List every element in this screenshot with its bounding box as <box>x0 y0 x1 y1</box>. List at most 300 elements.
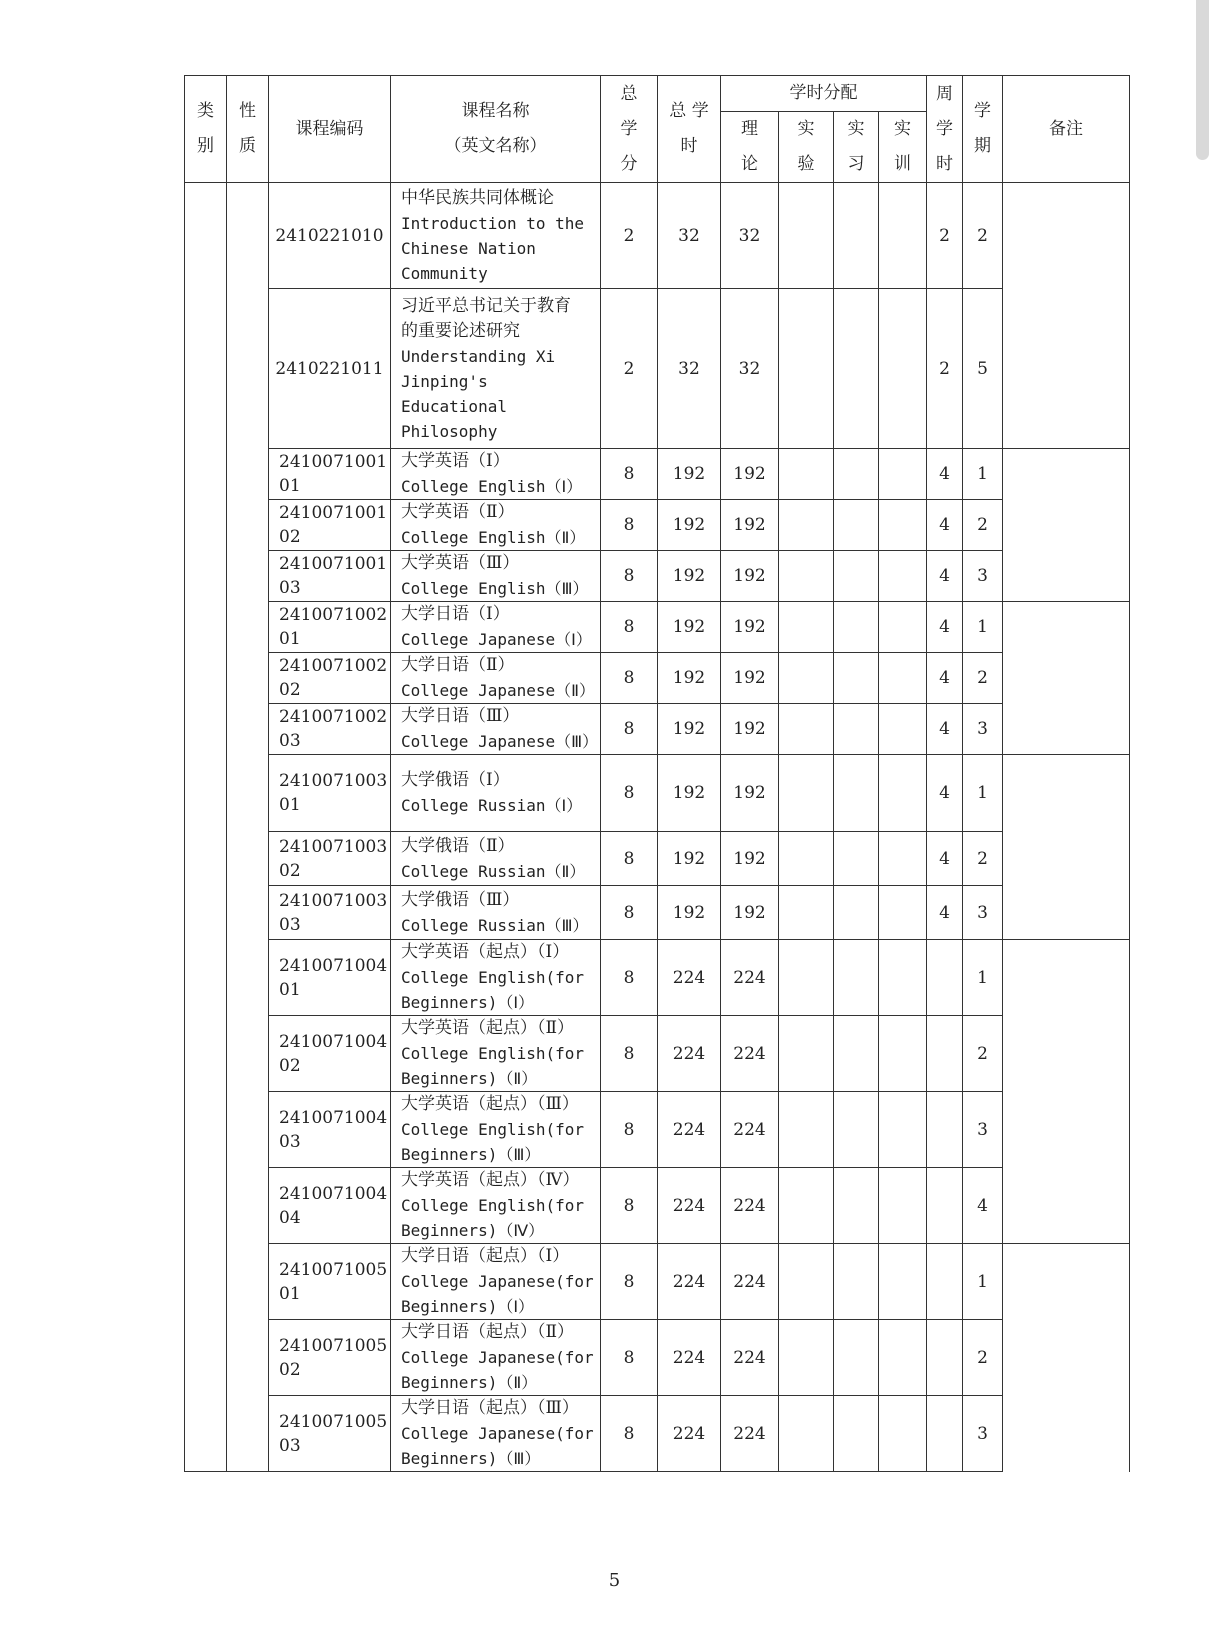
experiment-hours-cell <box>779 500 834 551</box>
course-table <box>184 75 1130 1472</box>
cell-line: 02 <box>279 860 301 881</box>
cell-line: College Japanese(for <box>401 1424 594 1443</box>
experiment-hours-cell <box>779 886 834 940</box>
cell-line: College Japanese（Ⅰ） <box>401 630 592 649</box>
cell-line: 2410071001 <box>279 452 388 472</box>
cell-line: Educational <box>401 396 507 416</box>
training-hours-cell <box>879 602 927 653</box>
course-name-cell <box>391 940 601 1016</box>
theory-hours-cell: 192 <box>721 602 779 653</box>
cell-line: 02 <box>279 680 301 700</box>
credits-cell: 8 <box>601 886 658 940</box>
course-code-cell <box>269 1396 391 1472</box>
course-name-cell <box>391 289 601 449</box>
course-code-cell <box>269 1244 391 1320</box>
experiment-hours-cell <box>779 602 834 653</box>
cell-line: Philosophy <box>401 421 498 441</box>
cell-line: 02 <box>279 527 301 547</box>
internship-hours-cell <box>834 886 879 940</box>
cell-line: 大学俄语（Ⅲ） <box>401 889 520 910</box>
table-row <box>185 755 1130 832</box>
table-header <box>185 76 1130 183</box>
internship-hours-cell <box>834 755 879 832</box>
table-row <box>185 551 1130 602</box>
training-hours-cell <box>879 1244 927 1320</box>
table-row <box>185 886 1130 940</box>
cell-line: 01 <box>279 979 301 1000</box>
credits-cell: 8 <box>601 551 658 602</box>
weekly-hours-cell <box>927 1016 963 1092</box>
cell-line: 大学英语（起点）（Ⅱ） <box>401 1018 575 1038</box>
theory-hours-cell: 192 <box>721 551 779 602</box>
table-row <box>185 704 1130 755</box>
training-hours-cell <box>879 183 927 289</box>
cell-line: College English（Ⅲ） <box>401 579 589 598</box>
training-hours-cell <box>879 755 927 832</box>
theory-hours-cell: 224 <box>721 1092 779 1168</box>
header-hours: 总 学 时 <box>658 76 721 183</box>
term-cell: 2 <box>963 1016 1003 1092</box>
page-number: 5 <box>608 1570 621 1591</box>
cell-line: 03 <box>279 914 301 935</box>
cell-line: 03 <box>279 731 301 751</box>
course-code-cell <box>269 832 391 886</box>
training-hours-cell <box>879 653 927 704</box>
hours-cell: 224 <box>658 1168 721 1244</box>
training-hours-cell <box>879 1016 927 1092</box>
internship-hours-cell <box>834 500 879 551</box>
cell-line: Introduction to the <box>401 213 585 233</box>
header-category: 类 别 <box>185 76 227 183</box>
course-code-cell <box>269 183 391 289</box>
hours-cell: 224 <box>658 1092 721 1168</box>
weekly-hours-cell: 2 <box>927 183 963 289</box>
term-cell: 2 <box>963 183 1003 289</box>
experiment-hours-cell <box>779 1016 834 1092</box>
cell-line: 大学俄语（Ⅰ） <box>401 770 510 790</box>
course-code-cell <box>269 289 391 449</box>
credits-cell: 8 <box>601 449 658 500</box>
internship-hours-cell <box>834 832 879 886</box>
remark-cell <box>1003 940 1130 1244</box>
cell-line: Chinese Nation <box>401 238 536 258</box>
header-weekly: 周 学 时 <box>927 76 963 183</box>
cell-line: Beginners)（Ⅲ） <box>401 1449 541 1468</box>
weekly-hours-cell: 4 <box>927 653 963 704</box>
cell-line: 大学日语（Ⅰ） <box>401 604 510 624</box>
hours-cell: 224 <box>658 940 721 1016</box>
cell-line: Beginners)（Ⅲ） <box>401 1145 541 1164</box>
weekly-hours-cell: 4 <box>927 449 963 500</box>
course-name-cell <box>391 183 601 289</box>
course-name-cell <box>391 449 601 500</box>
course-code-cell <box>269 1320 391 1396</box>
cell-line: 大学日语（Ⅲ） <box>401 706 520 726</box>
hours-cell: 224 <box>658 1320 721 1396</box>
cell-line: Beginners)（Ⅳ） <box>401 1221 545 1240</box>
experiment-hours-cell <box>779 1396 834 1472</box>
course-code-cell <box>269 1092 391 1168</box>
category-cell <box>185 183 227 1472</box>
theory-hours-cell: 224 <box>721 940 779 1016</box>
cell-line: College Japanese(for <box>401 1348 594 1367</box>
cell-line: 的重要论述研究 <box>401 320 520 341</box>
cell-line: 大学日语（起点）（Ⅱ） <box>401 1322 575 1342</box>
cell-line: 中华民族共同体概论 <box>401 187 554 208</box>
training-hours-cell <box>879 1320 927 1396</box>
remark-cell <box>1003 449 1130 602</box>
course-name-cell <box>391 886 601 940</box>
training-hours-cell <box>879 289 927 449</box>
theory-hours-cell: 192 <box>721 832 779 886</box>
theory-hours-cell: 192 <box>721 500 779 551</box>
cell-line: College English（Ⅱ） <box>401 528 586 547</box>
cell-line: 2410071003 <box>279 836 388 857</box>
theory-hours-cell: 224 <box>721 1320 779 1396</box>
remark-cell <box>1003 602 1130 755</box>
table-body <box>185 183 1130 1472</box>
term-cell: 2 <box>963 832 1003 886</box>
internship-hours-cell <box>834 653 879 704</box>
credits-cell: 8 <box>601 940 658 1016</box>
internship-hours-cell <box>834 183 879 289</box>
hours-cell: 32 <box>658 289 721 449</box>
course-code-cell <box>269 500 391 551</box>
course-name-cell <box>391 755 601 832</box>
internship-hours-cell <box>834 602 879 653</box>
cell-line: 2410071002 <box>279 605 388 625</box>
weekly-hours-cell <box>927 1320 963 1396</box>
course-code-cell <box>269 1168 391 1244</box>
header-code: 课程编码 <box>269 76 391 183</box>
course-name-cell <box>391 1016 601 1092</box>
cell-line: 2410071004 <box>279 1031 388 1052</box>
internship-hours-cell <box>834 551 879 602</box>
internship-hours-cell <box>834 1092 879 1168</box>
header-training: 实 训 <box>879 112 927 183</box>
experiment-hours-cell <box>779 183 834 289</box>
weekly-hours-cell: 4 <box>927 500 963 551</box>
training-hours-cell <box>879 940 927 1016</box>
cell-line: 2410071005 <box>279 1411 388 1432</box>
table-row <box>185 1168 1130 1244</box>
theory-hours-cell: 192 <box>721 755 779 832</box>
cell-line: College English（Ⅰ） <box>401 477 583 496</box>
course-name-cell <box>391 1244 601 1320</box>
course-name-cell <box>391 704 601 755</box>
term-cell: 1 <box>963 1244 1003 1320</box>
credits-cell: 2 <box>601 289 658 449</box>
header-experiment: 实 验 <box>779 112 834 183</box>
internship-hours-cell <box>834 1396 879 1472</box>
theory-hours-cell: 224 <box>721 1016 779 1092</box>
term-cell: 1 <box>963 449 1003 500</box>
weekly-hours-cell: 4 <box>927 755 963 832</box>
training-hours-cell <box>879 1092 927 1168</box>
credits-cell: 8 <box>601 755 658 832</box>
hours-cell: 192 <box>658 704 721 755</box>
cell-line: 2410071002 <box>279 656 388 676</box>
cell-line: Understanding Xi <box>401 346 556 366</box>
nature-cell <box>227 183 269 1472</box>
experiment-hours-cell <box>779 551 834 602</box>
cell-line: 大学英语（起点）（Ⅰ） <box>401 942 570 962</box>
experiment-hours-cell <box>779 1168 834 1244</box>
table-row <box>185 1244 1130 1320</box>
training-hours-cell <box>879 704 927 755</box>
header-internship: 实 习 <box>834 112 879 183</box>
hours-cell: 192 <box>658 832 721 886</box>
table-row <box>185 289 1130 449</box>
training-hours-cell <box>879 1168 927 1244</box>
training-hours-cell <box>879 449 927 500</box>
credits-cell: 8 <box>601 653 658 704</box>
cell-line: 2410071001 <box>279 554 388 574</box>
theory-hours-cell: 192 <box>721 653 779 704</box>
table-row <box>185 183 1130 289</box>
table-row <box>185 449 1130 500</box>
credits-cell: 8 <box>601 1320 658 1396</box>
credits-cell: 8 <box>601 1092 658 1168</box>
theory-hours-cell: 192 <box>721 704 779 755</box>
experiment-hours-cell <box>779 653 834 704</box>
experiment-hours-cell <box>779 449 834 500</box>
course-code-cell <box>269 940 391 1016</box>
weekly-hours-cell: 4 <box>927 602 963 653</box>
weekly-hours-cell <box>927 1092 963 1168</box>
header-distribution: 学时分配 <box>721 76 927 112</box>
cell-line: Beginners)（Ⅱ） <box>401 1373 538 1392</box>
weekly-hours-cell <box>927 1396 963 1472</box>
cell-line: 02 <box>279 1359 301 1380</box>
table-row <box>185 500 1130 551</box>
experiment-hours-cell <box>779 940 834 1016</box>
theory-hours-cell: 224 <box>721 1244 779 1320</box>
training-hours-cell <box>879 500 927 551</box>
cell-line: 大学英语（起点）（Ⅲ） <box>401 1094 579 1114</box>
cell-line: College Russian（Ⅰ） <box>401 796 583 815</box>
experiment-hours-cell <box>779 1244 834 1320</box>
course-code-cell <box>269 449 391 500</box>
experiment-hours-cell <box>779 704 834 755</box>
cell-line: 大学俄语（Ⅱ） <box>401 835 515 856</box>
hours-cell: 224 <box>658 1396 721 1472</box>
theory-hours-cell: 224 <box>721 1168 779 1244</box>
experiment-hours-cell <box>779 289 834 449</box>
hours-cell: 192 <box>658 449 721 500</box>
theory-hours-cell: 32 <box>721 289 779 449</box>
hours-cell: 192 <box>658 602 721 653</box>
course-code-cell <box>269 602 391 653</box>
course-name-cell <box>391 1168 601 1244</box>
hours-cell: 224 <box>658 1244 721 1320</box>
course-code-cell <box>269 551 391 602</box>
internship-hours-cell <box>834 704 879 755</box>
cell-line: 03 <box>279 1131 301 1152</box>
internship-hours-cell <box>834 289 879 449</box>
weekly-hours-cell: 4 <box>927 832 963 886</box>
cell-line: 2410071003 <box>279 771 388 791</box>
table-row <box>185 940 1130 1016</box>
cell-line: 2410221010 <box>275 225 384 246</box>
hours-cell: 224 <box>658 1016 721 1092</box>
term-cell: 2 <box>963 653 1003 704</box>
cell-line: 2410071004 <box>279 955 388 976</box>
cell-line: Community <box>401 263 488 283</box>
experiment-hours-cell <box>779 755 834 832</box>
weekly-hours-cell <box>927 940 963 1016</box>
course-name-cell <box>391 500 601 551</box>
header-remark: 备注 <box>1003 76 1130 183</box>
credits-cell: 2 <box>601 183 658 289</box>
weekly-hours-cell: 4 <box>927 551 963 602</box>
theory-hours-cell: 192 <box>721 886 779 940</box>
cell-line: 2410071005 <box>279 1259 388 1280</box>
cell-line: College Japanese(for <box>401 1272 594 1291</box>
term-cell: 1 <box>963 602 1003 653</box>
cell-line: 大学日语（起点）（Ⅲ） <box>401 1398 579 1418</box>
experiment-hours-cell <box>779 1092 834 1168</box>
cell-line: 大学日语（起点）（Ⅰ） <box>401 1246 570 1266</box>
cell-line: 02 <box>279 1055 301 1076</box>
cell-line: College English(for <box>401 1120 585 1139</box>
term-cell: 3 <box>963 551 1003 602</box>
header-nature: 性 质 <box>227 76 269 183</box>
cell-line: College English(for <box>401 1044 585 1063</box>
cell-line: 2410071002 <box>279 707 388 727</box>
cell-line: 01 <box>279 1283 301 1304</box>
theory-hours-cell: 192 <box>721 449 779 500</box>
credits-cell: 8 <box>601 704 658 755</box>
remark-cell <box>1003 755 1130 940</box>
term-cell: 1 <box>963 940 1003 1016</box>
table-row <box>185 653 1130 704</box>
internship-hours-cell <box>834 1320 879 1396</box>
theory-hours-cell: 32 <box>721 183 779 289</box>
header-name: 课程名称 （英文名称） <box>391 76 601 183</box>
hours-cell: 192 <box>658 886 721 940</box>
course-name-cell <box>391 1320 601 1396</box>
internship-hours-cell <box>834 449 879 500</box>
header-term: 学 期 <box>963 76 1003 183</box>
course-name-cell <box>391 1396 601 1472</box>
cell-line: 2410071004 <box>279 1107 388 1128</box>
remark-cell <box>1003 1244 1130 1472</box>
cell-line: College Japanese（Ⅱ） <box>401 681 596 700</box>
scrollbar-thumb[interactable] <box>1196 0 1209 160</box>
course-code-cell <box>269 1016 391 1092</box>
course-code-cell <box>269 755 391 832</box>
cell-line: College English(for <box>401 1196 585 1215</box>
cell-line: Jinping's <box>401 371 488 391</box>
credits-cell: 8 <box>601 500 658 551</box>
header-credits: 总 学 分 <box>601 76 658 183</box>
hours-cell: 192 <box>658 500 721 551</box>
header-theory: 理 论 <box>721 112 779 183</box>
cell-line: 01 <box>279 629 301 649</box>
experiment-hours-cell <box>779 832 834 886</box>
credits-cell: 8 <box>601 1396 658 1472</box>
cell-line: College Russian（Ⅲ） <box>401 915 589 935</box>
credits-cell: 8 <box>601 602 658 653</box>
cell-line: 03 <box>279 1435 301 1456</box>
cell-line: 03 <box>279 578 301 598</box>
table-row <box>185 832 1130 886</box>
course-code-cell <box>269 704 391 755</box>
cell-line: 大学英语（Ⅲ） <box>401 553 520 573</box>
training-hours-cell <box>879 1396 927 1472</box>
cell-line: College Japanese（Ⅲ） <box>401 732 599 751</box>
cell-line: 2410071005 <box>279 1335 388 1356</box>
credits-cell: 8 <box>601 1244 658 1320</box>
term-cell: 3 <box>963 704 1003 755</box>
internship-hours-cell <box>834 1168 879 1244</box>
term-cell: 3 <box>963 1092 1003 1168</box>
training-hours-cell <box>879 832 927 886</box>
internship-hours-cell <box>834 940 879 1016</box>
course-name-cell <box>391 653 601 704</box>
credits-cell: 8 <box>601 1016 658 1092</box>
cell-line: Beginners)（Ⅰ） <box>401 1297 535 1316</box>
cell-line: 01 <box>279 795 301 815</box>
remark-cell <box>1003 183 1130 449</box>
weekly-hours-cell: 4 <box>927 704 963 755</box>
course-code-cell <box>269 886 391 940</box>
training-hours-cell <box>879 551 927 602</box>
cell-line: 2410071004 <box>279 1183 388 1204</box>
credits-cell: 8 <box>601 832 658 886</box>
hours-cell: 32 <box>658 183 721 289</box>
cell-line: 2410221011 <box>275 358 384 379</box>
internship-hours-cell <box>834 1244 879 1320</box>
cell-line: College English(for <box>401 968 585 987</box>
course-code-cell <box>269 653 391 704</box>
course-name-cell <box>391 602 601 653</box>
training-hours-cell <box>879 886 927 940</box>
weekly-hours-cell: 4 <box>927 886 963 940</box>
cell-line: 习近平总书记关于教育 <box>401 295 571 316</box>
term-cell: 3 <box>963 1396 1003 1472</box>
course-name-cell <box>391 832 601 886</box>
hours-cell: 192 <box>658 755 721 832</box>
weekly-hours-cell <box>927 1168 963 1244</box>
term-cell: 4 <box>963 1168 1003 1244</box>
term-cell: 2 <box>963 500 1003 551</box>
term-cell: 5 <box>963 289 1003 449</box>
cell-line: Beginners)（Ⅱ） <box>401 1069 538 1088</box>
table-row <box>185 602 1130 653</box>
term-cell: 2 <box>963 1320 1003 1396</box>
hours-cell: 192 <box>658 653 721 704</box>
cell-line: 大学英语（起点）（Ⅳ） <box>401 1170 580 1190</box>
credits-cell: 8 <box>601 1168 658 1244</box>
course-name-cell <box>391 551 601 602</box>
internship-hours-cell <box>834 1016 879 1092</box>
cell-line: 01 <box>279 476 301 496</box>
cell-line: 2410071001 <box>279 503 388 523</box>
table-row <box>185 1396 1130 1472</box>
term-cell: 1 <box>963 755 1003 832</box>
cell-line: 大学英语（Ⅱ） <box>401 502 515 522</box>
cell-line: 大学英语（Ⅰ） <box>401 451 510 471</box>
cell-line: 04 <box>279 1207 301 1228</box>
course-name-cell <box>391 1092 601 1168</box>
cell-line: College Russian（Ⅱ） <box>401 861 586 881</box>
weekly-hours-cell: 2 <box>927 289 963 449</box>
theory-hours-cell: 224 <box>721 1396 779 1472</box>
table-row <box>185 1092 1130 1168</box>
cell-line: 大学日语（Ⅱ） <box>401 655 515 675</box>
